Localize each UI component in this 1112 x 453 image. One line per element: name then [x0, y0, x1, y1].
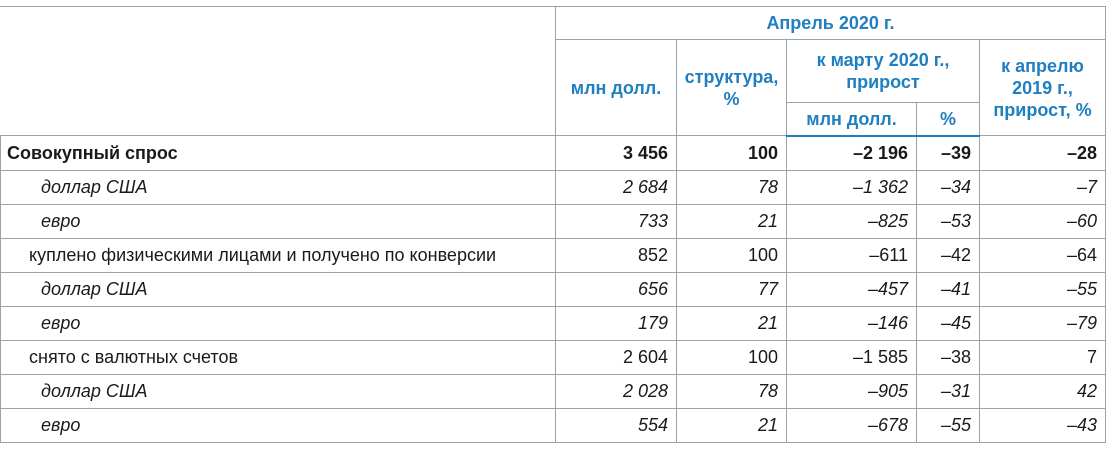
value-structure: 78 [677, 374, 787, 408]
value-change-pct: –53 [917, 204, 980, 238]
value-change-pct: –39 [917, 136, 980, 171]
table-row [1, 272, 1106, 306]
value-structure: 100 [677, 136, 787, 171]
row-label: снято с валютных счетов [1, 340, 556, 374]
value-structure: 77 [677, 272, 787, 306]
row-label: куплено физическими лицами и получено по конверсии [1, 238, 556, 272]
table-row [1, 374, 1106, 408]
value-mln: 3 456 [556, 136, 677, 171]
row-label: евро [1, 408, 556, 442]
value-change-pct: –31 [917, 374, 980, 408]
table-body [1, 136, 1106, 443]
value-change-mln: –1 362 [787, 170, 917, 204]
value-mln: 852 [556, 238, 677, 272]
value-structure: 21 [677, 306, 787, 340]
value-yoy-pct: 42 [980, 374, 1106, 408]
header-empty-cell [1, 7, 556, 136]
value-change-mln: –1 585 [787, 340, 917, 374]
row-label: доллар США [1, 374, 556, 408]
value-structure: 100 [677, 340, 787, 374]
value-mln: 179 [556, 306, 677, 340]
row-label: евро [1, 204, 556, 238]
header-vs-april: к апрелю 2019 г., прирост, % [980, 40, 1106, 136]
value-structure: 100 [677, 238, 787, 272]
value-mln: 733 [556, 204, 677, 238]
value-change-mln: –678 [787, 408, 917, 442]
value-change-pct: –41 [917, 272, 980, 306]
value-yoy-pct: –55 [980, 272, 1106, 306]
value-change-mln: –146 [787, 306, 917, 340]
value-mln: 554 [556, 408, 677, 442]
value-change-pct: –38 [917, 340, 980, 374]
table-row [1, 408, 1106, 442]
table-row [1, 340, 1106, 374]
value-change-pct: –42 [917, 238, 980, 272]
value-yoy-pct: –28 [980, 136, 1106, 171]
value-change-mln: –905 [787, 374, 917, 408]
table-row [1, 238, 1106, 272]
value-structure: 21 [677, 408, 787, 442]
currency-demand-table [0, 6, 1106, 443]
value-structure: 78 [677, 170, 787, 204]
table-row [1, 204, 1106, 238]
header-mln: млн долл. [556, 40, 677, 136]
table-row [1, 306, 1106, 340]
value-change-mln: –611 [787, 238, 917, 272]
value-yoy-pct: –60 [980, 204, 1106, 238]
header-period: Апрель 2020 г. [556, 7, 1106, 40]
value-change-pct: –45 [917, 306, 980, 340]
row-label: евро [1, 306, 556, 340]
row-label: Совокупный спрос [1, 136, 556, 171]
header-structure: структура, % [677, 40, 787, 136]
value-change-pct: –55 [917, 408, 980, 442]
row-label: доллар США [1, 272, 556, 306]
value-change-pct: –34 [917, 170, 980, 204]
header-vs-march-mln: млн долл. [787, 103, 917, 136]
value-mln: 2 028 [556, 374, 677, 408]
header-vs-march-pct: % [917, 103, 980, 136]
value-change-mln: –457 [787, 272, 917, 306]
value-mln: 656 [556, 272, 677, 306]
value-yoy-pct: –7 [980, 170, 1106, 204]
value-yoy-pct: –64 [980, 238, 1106, 272]
value-yoy-pct: 7 [980, 340, 1106, 374]
value-mln: 2 604 [556, 340, 677, 374]
table-row [1, 136, 1106, 171]
value-structure: 21 [677, 204, 787, 238]
value-yoy-pct: –79 [980, 306, 1106, 340]
value-change-mln: –825 [787, 204, 917, 238]
header-vs-march: к марту 2020 г., прирост [787, 40, 980, 103]
value-mln: 2 684 [556, 170, 677, 204]
table-row [1, 170, 1106, 204]
row-label: доллар США [1, 170, 556, 204]
value-yoy-pct: –43 [980, 408, 1106, 442]
value-change-mln: –2 196 [787, 136, 917, 171]
